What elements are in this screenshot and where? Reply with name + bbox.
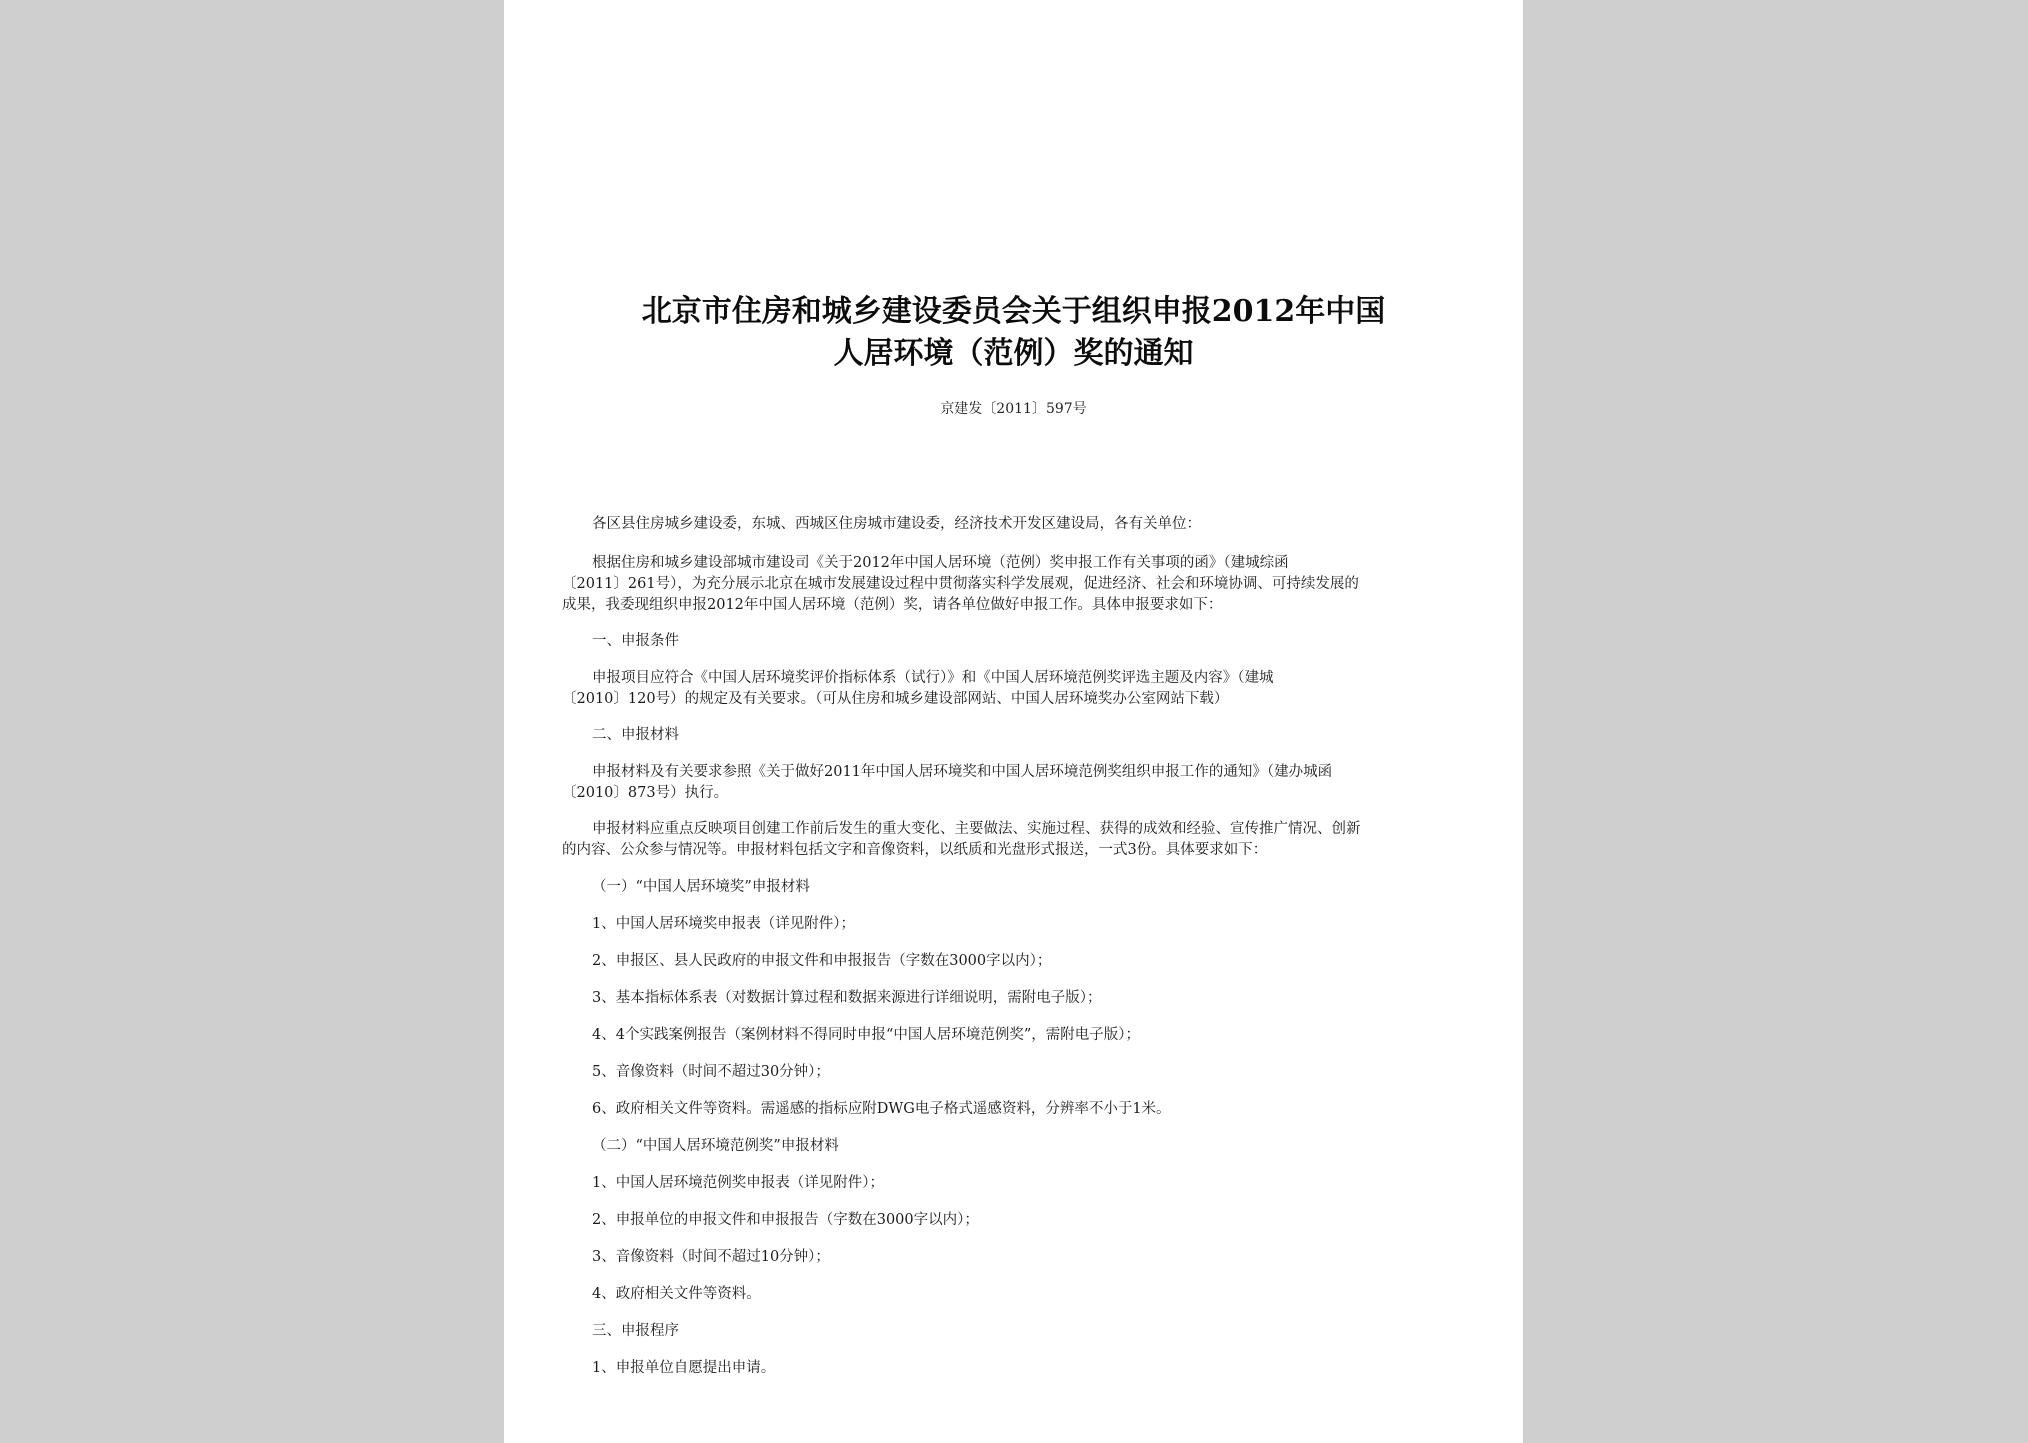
document-page bbox=[504, 0, 1523, 1443]
section-1-line-1: 申报项目应符合《中国人居环境奖评价指标体系（试行）》和《中国人居环境范例奖评选主题及内容》（建城 bbox=[592, 670, 1274, 686]
section-2-p2-line-1: 申报材料应重点反映项目创建工作前后发生的重大变化、主要做法、实施过程、获得的成效和经验、宣传推广情况、创新 bbox=[592, 821, 1361, 837]
document-title-line-2: 人居环境（范例）奖的通知 bbox=[833, 336, 1194, 371]
subsection-1-item: 3、基本指标体系表（对数据计算过程和数据来源进行详细说明，需附电子版）； bbox=[592, 990, 1102, 1006]
intro-line-3: 成果，我委现组织申报2012年中国人居环境（范例）奖，请各单位做好申报工作。具体申报要求如下： bbox=[562, 597, 1223, 613]
subsection-1-item: 1、中国人居环境奖申报表（详见附件）； bbox=[592, 916, 855, 932]
addressee: 各区县住房城乡建设委，东城、西城区住房城市建设委，经济技术开发区建设局，各有关单位： bbox=[592, 516, 1201, 532]
subsection-1-item: 4、4个实践案例报告（案例材料不得同时申报“中国人居环境范例奖”，需附电子版）； bbox=[592, 1027, 1141, 1043]
section-2-p2-line-2: 的内容、公众参与情况等。申报材料包括文字和音像资料，以纸质和光盘形式报送，一式3份。具体要求如下： bbox=[562, 842, 1268, 858]
section-2-p1-line-1: 申报材料及有关要求参照《关于做好2011年中国人居环境奖和中国人居环境范例奖组织申报工作的通知》（建办城函 bbox=[592, 764, 1333, 780]
section-2-p1-line-2: 〔2010〕873号）执行。 bbox=[562, 785, 729, 801]
subsection-2-item: 4、政府相关文件等资料。 bbox=[592, 1286, 761, 1302]
document-number: 京建发〔2011〕597号 bbox=[940, 401, 1087, 417]
subsection-1-item: 2、申报区、县人民政府的申报文件和申报报告（字数在3000字以内）； bbox=[592, 953, 1052, 969]
subsection-1-item: 6、政府相关文件等资料。需遥感的指标应附DWG电子格式遥感资料，分辨率不小于1米。 bbox=[592, 1101, 1171, 1117]
subsection-2-item: 3、音像资料（时间不超过10分钟）； bbox=[592, 1249, 830, 1265]
subsection-1-heading: （一）“中国人居环境奖”申报材料 bbox=[592, 879, 810, 895]
subsection-2-heading: （二）“中国人居环境范例奖”申报材料 bbox=[592, 1138, 839, 1154]
section-3-item: 1、申报单位自愿提出申请。 bbox=[592, 1360, 776, 1376]
subsection-1-item: 5、音像资料（时间不超过30分钟）； bbox=[592, 1064, 830, 1080]
intro-line-1: 根据住房和城乡建设部城市建设司《关于2012年中国人居环境（范例）奖申报工作有关事项的函》（建城综函 bbox=[592, 555, 1289, 571]
section-2-heading: 二、申报材料 bbox=[592, 727, 679, 743]
subsection-2-item: 1、中国人居环境范例奖申报表（详见附件）； bbox=[592, 1175, 884, 1191]
subsection-2-item: 2、申报单位的申报文件和申报报告（字数在3000字以内）； bbox=[592, 1212, 979, 1228]
document-title-line-1: 北京市住房和城乡建设委员会关于组织申报2012年中国 bbox=[641, 294, 1386, 329]
section-1-heading: 一、申报条件 bbox=[592, 633, 679, 649]
section-1-line-2: 〔2010〕120号）的规定及有关要求。（可从住房和城乡建设部网站、中国人居环境奖办公室网站下载） bbox=[562, 691, 1229, 707]
section-3-heading: 三、申报程序 bbox=[592, 1323, 679, 1339]
intro-line-2: 〔2011〕261号），为充分展示北京在城市发展建设过程中贯彻落实科学发展观，促进经济、社会和环境协调、可持续发展的 bbox=[562, 576, 1359, 592]
